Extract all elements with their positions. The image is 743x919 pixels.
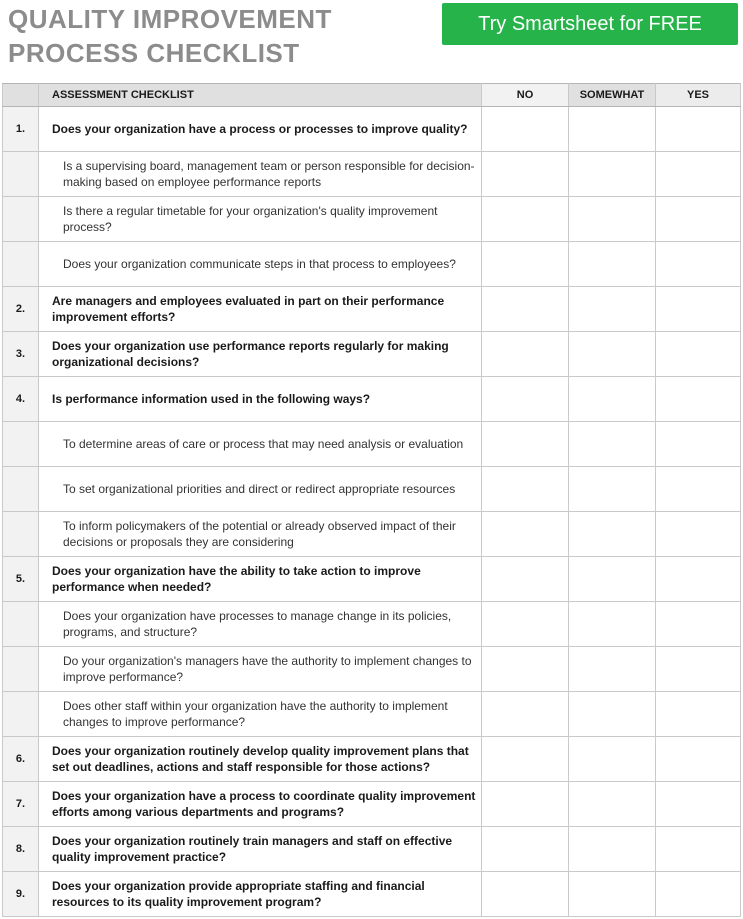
question-text: Does your organization use performance reports regularly for making organizational decisions? [39,332,482,377]
somewhat-answer-cell[interactable] [569,557,656,602]
yes-answer-cell[interactable] [656,287,741,332]
somewhat-answer-cell[interactable] [569,782,656,827]
checklist-question-row [3,332,741,377]
yes-answer-cell[interactable] [656,152,741,197]
checklist-question-row [3,107,741,152]
somewhat-answer-cell[interactable] [569,152,656,197]
question-text: Does your organization have the ability to take action to improve performance when needed? [39,557,482,602]
somewhat-answer-cell[interactable] [569,242,656,287]
yes-answer-cell[interactable] [656,557,741,602]
somewhat-column-header: SOMEWHAT [569,84,656,107]
question-text: Does your organization have a process or processes to improve quality? [39,107,482,152]
table-header-row [3,84,741,107]
subquestion-text: To set organizational priorities and direct or redirect appropriate resources [39,467,482,512]
checklist-subquestion-row [3,467,741,512]
yes-answer-cell[interactable] [656,782,741,827]
no-answer-cell[interactable] [482,287,569,332]
page-title [8,2,332,70]
subquestion-text: Does other staff within your organization have the authority to implement changes to improve performance? [39,692,482,737]
somewhat-answer-cell[interactable] [569,422,656,467]
question-text: Does your organization have a process to coordinate quality improvement efforts among various departments and programs? [39,782,482,827]
subquestion-text: Is there a regular timetable for your organization's quality improvement process? [39,197,482,242]
yes-answer-cell[interactable] [656,602,741,647]
checklist-subquestion-row [3,602,741,647]
yes-answer-cell[interactable] [656,242,741,287]
checklist-subquestion-row [3,692,741,737]
checklist-subquestion-row [3,197,741,242]
assessment-checklist-table [2,83,741,917]
somewhat-answer-cell[interactable] [569,647,656,692]
checklist-question-row [3,377,741,422]
no-answer-cell[interactable] [482,152,569,197]
question-number [3,467,39,512]
question-number: 1. [3,107,39,152]
yes-answer-cell[interactable] [656,197,741,242]
subquestion-text: To determine areas of care or process that may need analysis or evaluation [39,422,482,467]
no-answer-cell[interactable] [482,557,569,602]
somewhat-answer-cell[interactable] [569,467,656,512]
title-line-2: PROCESS CHECKLIST [8,38,300,68]
somewhat-answer-cell[interactable] [569,512,656,557]
yes-answer-cell[interactable] [656,737,741,782]
somewhat-answer-cell[interactable] [569,287,656,332]
yes-answer-cell[interactable] [656,692,741,737]
title-line-1: QUALITY IMPROVEMENT [8,4,332,34]
somewhat-answer-cell[interactable] [569,872,656,917]
number-column-header [3,84,39,107]
checklist-subquestion-row [3,152,741,197]
subquestion-text: Does your organization communicate steps in that process to employees? [39,242,482,287]
no-answer-cell[interactable] [482,602,569,647]
no-answer-cell[interactable] [482,512,569,557]
checklist-question-row [3,737,741,782]
checklist-question-row [3,557,741,602]
question-number [3,602,39,647]
question-number [3,197,39,242]
subquestion-text: Is a supervising board, management team or person responsible for decision-making based on employee performance reports [39,152,482,197]
assessment-checklist-header: ASSESSMENT CHECKLIST [39,84,482,107]
somewhat-answer-cell[interactable] [569,107,656,152]
yes-answer-cell[interactable] [656,107,741,152]
question-number [3,512,39,557]
no-answer-cell[interactable] [482,692,569,737]
question-text: Does your organization routinely develop quality improvement plans that set out deadlines, actions and staff responsible for those actions? [39,737,482,782]
question-number: 3. [3,332,39,377]
somewhat-answer-cell[interactable] [569,197,656,242]
question-number: 6. [3,737,39,782]
no-answer-cell[interactable] [482,647,569,692]
no-answer-cell[interactable] [482,737,569,782]
question-number: 2. [3,287,39,332]
yes-column-header: YES [656,84,741,107]
question-text: Is performance information used in the following ways? [39,377,482,422]
no-column-header: NO [482,84,569,107]
yes-answer-cell[interactable] [656,377,741,422]
no-answer-cell[interactable] [482,332,569,377]
somewhat-answer-cell[interactable] [569,332,656,377]
question-text: Does your organization routinely train managers and staff on effective quality improvement practice? [39,827,482,872]
checklist-subquestion-row [3,422,741,467]
question-number: 9. [3,872,39,917]
somewhat-answer-cell[interactable] [569,602,656,647]
subquestion-text: To inform policymakers of the potential or already observed impact of their decisions or proposals they are considering [39,512,482,557]
checklist-question-row [3,872,741,917]
somewhat-answer-cell[interactable] [569,377,656,422]
question-number [3,242,39,287]
question-text: Are managers and employees evaluated in part on their performance improvement efforts? [39,287,482,332]
checklist-subquestion-row [3,242,741,287]
subquestion-text: Do your organization's managers have the authority to implement changes to improve performance? [39,647,482,692]
checklist-subquestion-row [3,647,741,692]
no-answer-cell[interactable] [482,467,569,512]
subquestion-text: Does your organization have processes to manage change in its policies, programs, and structure? [39,602,482,647]
yes-answer-cell[interactable] [656,332,741,377]
question-number [3,152,39,197]
checklist-subquestion-row [3,512,741,557]
no-answer-cell[interactable] [482,827,569,872]
no-answer-cell[interactable] [482,872,569,917]
yes-answer-cell[interactable] [656,647,741,692]
question-number: 4. [3,377,39,422]
checklist-body [3,107,741,917]
no-answer-cell[interactable] [482,242,569,287]
question-text: Does your organization provide appropriate staffing and financial resources to its quality improvement program? [39,872,482,917]
somewhat-answer-cell[interactable] [569,737,656,782]
question-number: 8. [3,827,39,872]
checklist-question-row [3,782,741,827]
yes-answer-cell[interactable] [656,827,741,872]
question-number: 5. [3,557,39,602]
no-answer-cell[interactable] [482,782,569,827]
try-smartsheet-button[interactable]: Try Smartsheet for FREE [442,3,738,45]
question-number [3,647,39,692]
question-number: 7. [3,782,39,827]
no-answer-cell[interactable] [482,377,569,422]
question-number [3,692,39,737]
yes-answer-cell[interactable] [656,422,741,467]
yes-answer-cell[interactable] [656,872,741,917]
no-answer-cell[interactable] [482,107,569,152]
question-number [3,422,39,467]
somewhat-answer-cell[interactable] [569,827,656,872]
yes-answer-cell[interactable] [656,512,741,557]
somewhat-answer-cell[interactable] [569,692,656,737]
yes-answer-cell[interactable] [656,467,741,512]
no-answer-cell[interactable] [482,422,569,467]
checklist-question-row [3,287,741,332]
no-answer-cell[interactable] [482,197,569,242]
checklist-question-row [3,827,741,872]
